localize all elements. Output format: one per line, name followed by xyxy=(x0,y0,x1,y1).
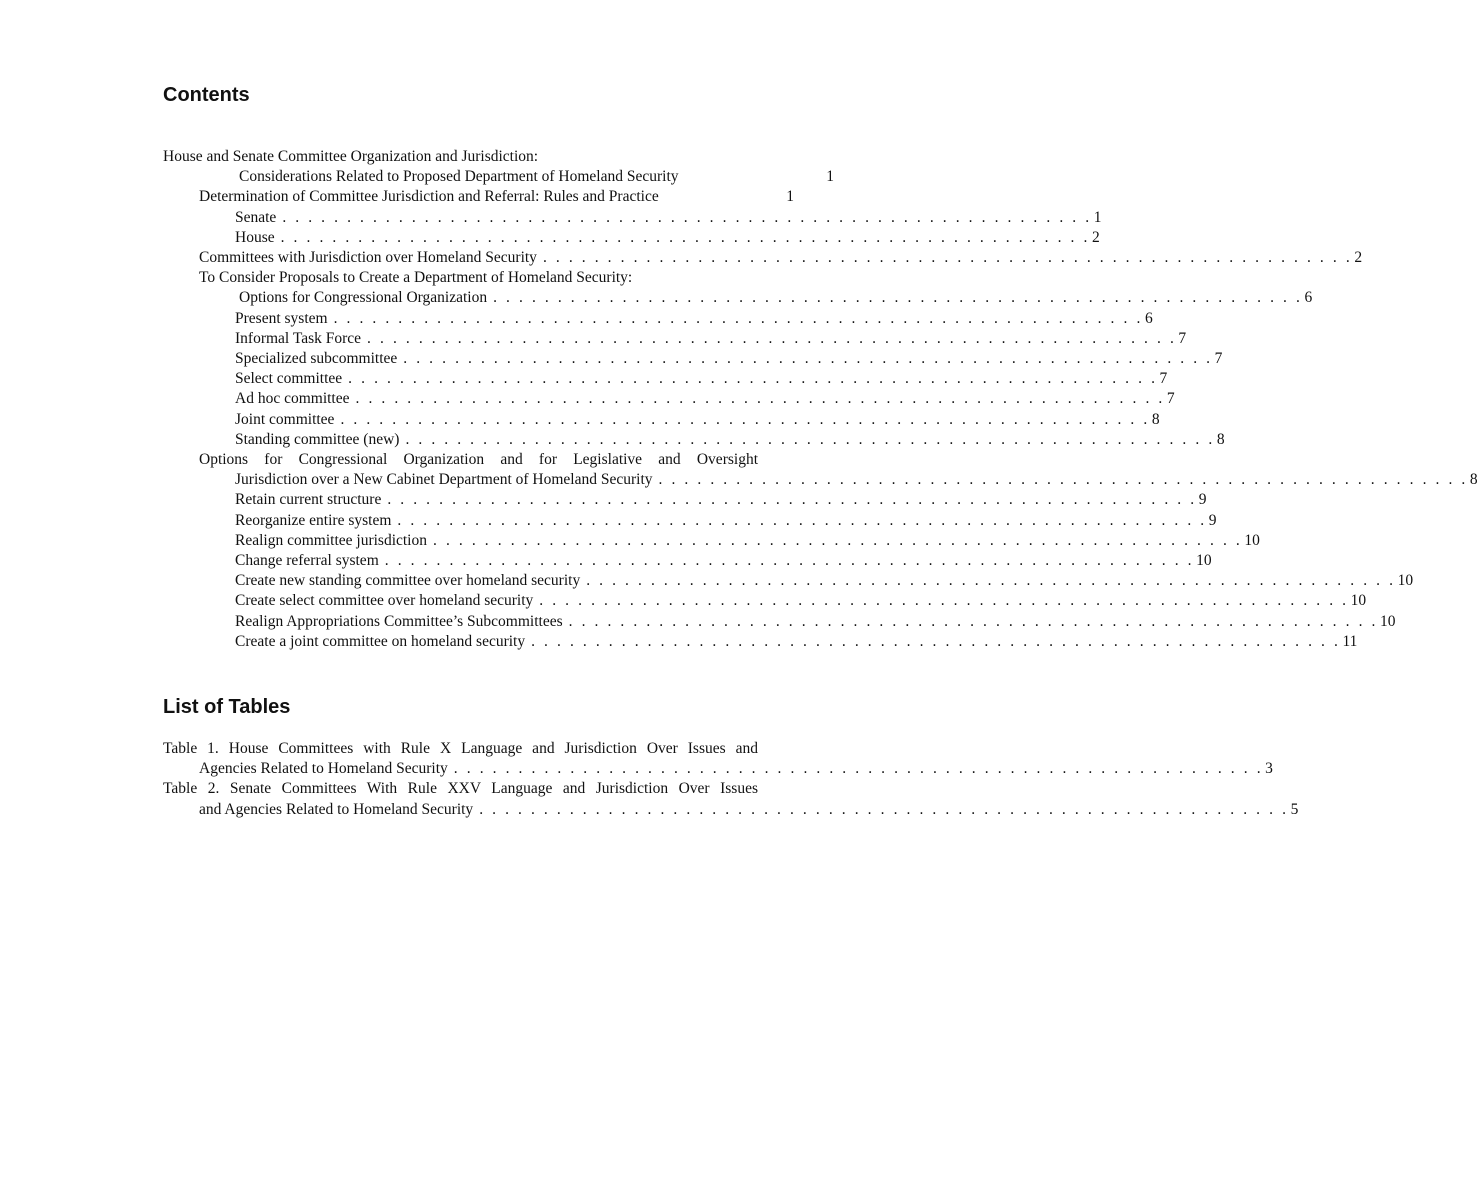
toc-leader-dots: . . . . . . . . . . . . . . . . . . . . . . . . . . . . . . . . . . . . . . . . . . . . . . . . . . . . . . . . . . . . . . . xyxy=(355,390,1165,408)
toc-entry-main-title[interactable]: House and Senate Committee Organization and Jurisdiction: xyxy=(163,148,539,165)
toc-leader-dots: . . . . . . . . . . . . . . . . . . . . . . . . . . . . . . . . . . . . . . . . . . . . . . . . . . . . . . . . . . . . . . . xyxy=(453,760,1264,778)
toc-entry-jurisdiction-new-department[interactable] xyxy=(163,470,1478,490)
toc-leader-dots: . . . . . . . . . . . . . . . . . . . . . . . . . . . . . . . . . . . . . . . . . . . . . . . . . . . . . . . . . . . . . . . xyxy=(280,228,1090,246)
toc-entry-title: Informal Task Force xyxy=(235,329,362,347)
toc-leader-dots: . . . . . . . . . . . . . . . . . . . . . . . . . . . . . . . . . . . . . . . . . . . . . . . . . . . . . . . . . . . . . . . xyxy=(384,552,1195,570)
toc-entry-ad-hoc-committee[interactable] xyxy=(163,389,1175,409)
toc-page-number: 7 xyxy=(1159,370,1168,388)
toc-page-number: 6 xyxy=(1144,309,1153,327)
toc-page-number: 8 xyxy=(1469,471,1478,489)
toc-entry-new-standing-committee[interactable] xyxy=(163,571,1414,591)
toc-entry-realign-appropriations[interactable] xyxy=(163,612,1396,632)
list-of-tables-heading: List of Tables xyxy=(163,696,291,718)
toc-page-number: 10 xyxy=(1397,572,1414,590)
toc-entry-options-congressional[interactable] xyxy=(163,288,1313,308)
toc-entry-title: Create a joint committee on homeland security xyxy=(235,632,526,650)
toc-page-number: 10 xyxy=(1380,612,1396,630)
toc-entry-title: Present system xyxy=(235,309,328,327)
list-of-tables xyxy=(163,739,1299,820)
toc-leader-dots: . . . . . . . . . . . . . . . . . . . . . . . . . . . . . . . . . . . . . . . . . . . . . . . . . . . . . . . . . . . . . . . xyxy=(367,329,1177,347)
toc-entry-committees-jurisdiction[interactable] xyxy=(163,248,1363,268)
toc-page-number: 6 xyxy=(1304,289,1313,307)
toc-page-number: 7 xyxy=(1178,329,1187,347)
toc-leader-dots: . . . . . . . . . . . . . . . . . . . . . . . . . . . . . . . . . . . . . . . . . . . . . . . . . . . . . . . . . . . . . . . xyxy=(586,572,1396,590)
toc-page-number: 7 xyxy=(1214,350,1223,368)
toc-entry-title: Standing committee (new) xyxy=(235,430,400,448)
table-entry-2-line2[interactable] xyxy=(163,800,1299,820)
toc-entry-title: Committees with Jurisdiction over Homeland Security xyxy=(199,249,537,267)
toc-page-number: 7 xyxy=(1166,390,1175,408)
toc-page-number: 1 xyxy=(786,188,794,206)
toc-page-number: 3 xyxy=(1265,760,1273,778)
toc-entry-retain-structure[interactable] xyxy=(163,490,1207,510)
toc-leader-dots: . . . . . . . . . . . . . . . . . . . . . . . . . . . . . . . . . . . . . . . . . . . . . . . . . . . . . . . . . . . . . . . xyxy=(568,612,1378,630)
toc-leader-dots: . . . . . . . . . . . . . . . . . . . . . . . . . . . . . . . . . . . . . . . . . . . . . . . . . . . . . . . . . . . . . . . xyxy=(405,430,1215,448)
toc-page-number: 1 xyxy=(1093,208,1102,226)
toc-entry-informal-task-force[interactable] xyxy=(163,329,1187,349)
toc-entry-realign-jurisdiction[interactable] xyxy=(163,531,1260,551)
toc-entry-title: Realign Appropriations Committee’s Subcommittees xyxy=(235,612,563,630)
toc-entry-title: House xyxy=(235,228,275,246)
toc-leader-dots: . . . . . . . . . . . . . . . . . . . . . . . . . . . . . . . . . . . . . . . . . . . . . . . . . . . . . . . . . . . . . . . xyxy=(340,410,1150,428)
toc-entry-joint-committee[interactable] xyxy=(163,410,1160,430)
toc-entry-title: Ad hoc committee xyxy=(235,390,350,408)
toc-entry-consider-proposals[interactable]: To Consider Proposals to Create a Department of Homeland Security: xyxy=(199,269,633,287)
toc-leader-dots: . . . . . . . . . . . . . . . . . . . . . . . . . . . . . . . . . . . . . . . . . . . . . . . . . . . . . . . . . . . . . . . xyxy=(531,632,1341,650)
toc-entry-change-referral[interactable] xyxy=(163,551,1212,571)
toc-entry-title: Realign committee jurisdiction xyxy=(235,531,427,549)
toc-entry-standing-committee[interactable] xyxy=(163,430,1225,450)
toc-leader-dots: . . . . . . . . . . . . . . . . . . . . . . . . . . . . . . . . . . . . . . . . . . . . . . . . . . . . . . . . . . . . . . . xyxy=(387,491,1197,509)
toc-page-number: 2 xyxy=(1354,249,1363,267)
table-of-contents xyxy=(163,147,1478,652)
toc-page-number: 2 xyxy=(1091,228,1100,246)
toc-entry-title: Change referral system xyxy=(235,552,379,570)
toc-page-number: 10 xyxy=(1196,552,1212,570)
toc-leader-dots: . . . . . . . . . . . . . . . . . . . . . . . . . . . . . . . . . . . . . . . . . . . . . . . . . . . . . . . . . . . . . . . xyxy=(493,289,1303,307)
toc-entry-main-title-cont[interactable] xyxy=(163,167,834,187)
toc-entry-title: Considerations Related to Proposed Department of Homeland Security xyxy=(239,168,679,186)
toc-leader-dots: . . . . . . . . . . . . . . . . . . . . . . . . . . . . . . . . . . . . . . . . . . . . . . . . . . . . . . . . . . . . . . . xyxy=(433,531,1243,549)
toc-leader-dots: . . . . . . . . . . . . . . . . . . . . . . . . . . . . . . . . . . . . . . . . . . . . . . . . . . . . . . . . . . . . . . . xyxy=(333,309,1143,327)
toc-leader-dots: . . . . . . . . . . . . . . . . . . . . . . . . . . . . . . . . . . . . . . . . . . . . . . . . . . . . . . . . . . . . . . . xyxy=(397,511,1207,529)
table-entry-title: and Agencies Related to Homeland Security xyxy=(199,800,474,818)
toc-entry-reorganize-system[interactable] xyxy=(163,511,1217,531)
toc-leader-dots: . . . . . . . . . . . . . . . . . . . . . . . . . . . . . . . . . . . . . . . . . . . . . . . . . . . . . . . . . . . . . . . xyxy=(542,249,1353,267)
toc-entry-title: Retain current structure xyxy=(235,491,382,509)
toc-entry-title: Joint committee xyxy=(235,410,335,428)
toc-page-number: 5 xyxy=(1290,800,1299,818)
toc-entry-title: Specialized subcommittee xyxy=(235,350,398,368)
toc-entry-title: Determination of Committee Jurisdiction and Referral: Rules and Practice xyxy=(199,188,659,206)
toc-leader-dots: . . . . . . . . . . . . . . . . . . . . . . . . . . . . . . . . . . . . . . . . . . . . . . . . . . . . . . . . . . . . . . . xyxy=(348,370,1158,388)
toc-entry-new-select-committee[interactable] xyxy=(163,591,1367,611)
toc-page-number: 9 xyxy=(1198,491,1207,509)
toc-entry-joint-committee-homeland[interactable] xyxy=(163,632,1358,652)
toc-entry-determination[interactable] xyxy=(163,187,794,207)
toc-entry-title: Reorganize entire system xyxy=(235,511,392,529)
toc-page-number: 8 xyxy=(1151,410,1160,428)
toc-leader-dots: . . . . . . . . . . . . . . . . . . . . . . . . . . . . . . . . . . . . . . . . . . . . . . . . . . . . . . . . . . . . . . . xyxy=(403,350,1213,368)
table-entry-1-line1[interactable]: Table 1. House Committees with Rule X Language and Jurisdiction Over Issues and xyxy=(163,740,758,757)
toc-page-number: 9 xyxy=(1208,511,1217,529)
toc-leader-dots: . . . . . . . . . . . . . . . . . . . . . . . . . . . . . . . . . . . . . . . . . . . . . . . . . . . . . . . . . . . . . . . xyxy=(282,208,1092,226)
toc-page-number: 1 xyxy=(826,168,834,186)
toc-leader-dots: . . . . . . . . . . . . . . . . . . . . . . . . . . . . . . . . . . . . . . . . . . . . . . . . . . . . . . . . . . . . . . . xyxy=(539,592,1349,610)
table-entry-2-line1[interactable]: Table 2. Senate Committees With Rule XXV Language and Jurisdiction Over Issues xyxy=(163,780,758,798)
table-entry-title: Agencies Related to Homeland Security xyxy=(199,760,448,778)
toc-entry-title: Senate xyxy=(235,208,277,226)
toc-entry-specialized-subcommittee[interactable] xyxy=(163,349,1223,369)
contents-heading: Contents xyxy=(163,84,250,106)
toc-entry-select-committee[interactable] xyxy=(163,369,1168,389)
toc-page-number: 11 xyxy=(1342,632,1358,650)
toc-page-number: 10 xyxy=(1244,531,1260,549)
toc-page-number: 8 xyxy=(1216,430,1225,448)
toc-entry-title: Jurisdiction over a New Cabinet Department of Homeland Security xyxy=(235,471,653,489)
toc-entry-options-legislative[interactable]: Options for Congressional Organization and for Legislative and Oversight xyxy=(199,451,758,469)
toc-entry-senate[interactable] xyxy=(163,208,1102,228)
toc-entry-title: Create new standing committee over homeland security xyxy=(235,572,581,590)
toc-entry-title: Select committee xyxy=(235,370,343,388)
toc-page-number: 10 xyxy=(1350,592,1367,610)
toc-entry-title: Create select committee over homeland security xyxy=(235,592,534,610)
toc-leader-dots: . . . . . . . . . . . . . . . . . . . . . . . . . . . . . . . . . . . . . . . . . . . . . . . . . . . . . . . . . . . . . . . xyxy=(658,471,1468,489)
toc-entry-present-system[interactable] xyxy=(163,309,1153,329)
toc-leader-dots: . . . . . . . . . . . . . . . . . . . . . . . . . . . . . . . . . . . . . . . . . . . . . . . . . . . . . . . . . . . . . . . xyxy=(479,800,1289,818)
toc-entry-house[interactable] xyxy=(163,228,1100,248)
toc-entry-title: Options for Congressional Organization xyxy=(239,289,488,307)
table-entry-1-line2[interactable] xyxy=(163,759,1273,779)
